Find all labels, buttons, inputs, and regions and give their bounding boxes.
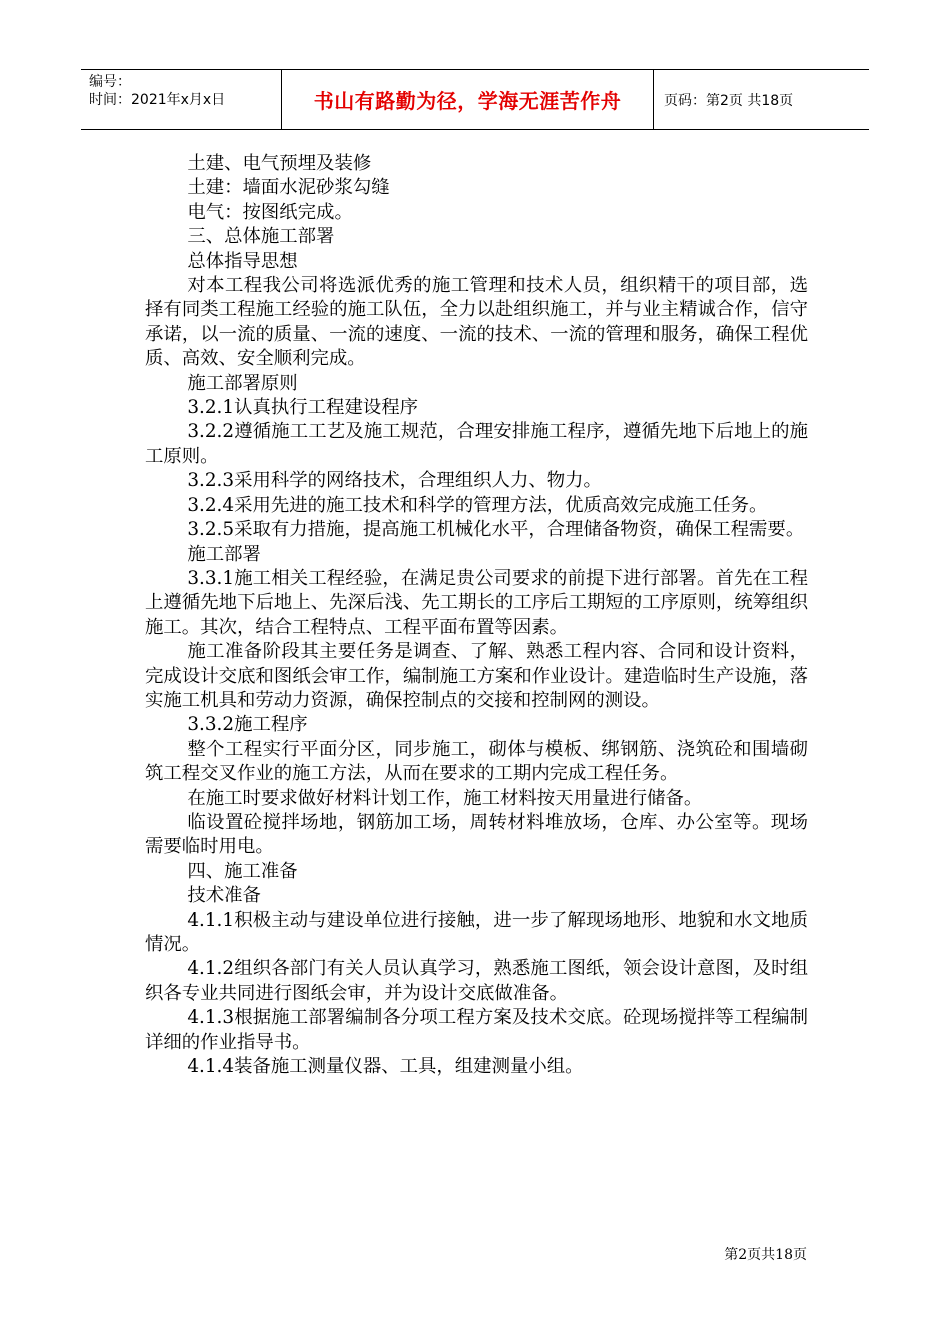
paragraph: 4.1.2组织各部门有关人员认真学习，熟悉施工图纸，领会设计意图，及时组织各专业共同进行图纸会审，并为设计交底做准备。: [145, 958, 808, 1004]
page-footer: [724, 1244, 807, 1264]
paragraph: 3.3.1施工相关工程经验，在满足贵公司要求的前提下进行部署。首先在工程上遵循先地下后地上、先深后浅、先工期长的工序后工期短的工序原则，统筹组织施工。其次，结合工程特点、工程平面布置等因素。: [145, 567, 808, 638]
paragraph: 整个工程实行平面分区，同步施工，砌体与模板、绑钢筋、浇筑砼和围墙砌筑工程交叉作业的施工方法，从而在要求的工期内完成工程任务。: [145, 738, 808, 785]
document-time-label: 时间：2021年x月x日: [89, 92, 226, 108]
paragraph: 土建：墙面水泥砂浆勾缝: [187, 177, 390, 199]
header-motto-cell: [282, 70, 654, 129]
footer-page-number: 第2页共18页: [724, 1247, 807, 1263]
section-heading: 四、施工准备: [187, 860, 298, 882]
paragraph: 3.2.4采用先进的施工技术和科学的管理方法，优质高效完成施工任务。: [187, 494, 768, 516]
paragraph: 施工准备阶段其主要任务是调查、了解、熟悉工程内容、合同和设计资料，完成设计交底和图纸会审工作，编制施工方案和作业设计。建造临时生产设施，落实施工机具和劳动力资源，确保控制点的交接和控制网的测设。: [145, 641, 808, 711]
paragraph: 3.2.1认真执行工程建设程序: [187, 397, 419, 419]
document-body: [145, 152, 808, 1079]
section-heading: 三、总体施工部署: [187, 226, 335, 248]
paragraph: 临设置砼搅拌场地，钢筋加工场，周转材料堆放场，仓库、办公室等。现场需要临时用电。: [145, 811, 808, 858]
document-number-label: 编号：: [89, 74, 131, 90]
paragraph: 3.3.2施工程序: [187, 714, 308, 736]
subsection-heading: 施工部署: [187, 543, 261, 565]
paragraph: 4.1.1积极主动与建设单位进行接触，进一步了解现场地形、地貌和水文地质情况。: [145, 909, 808, 955]
header-page-number: 页码：第2页 共18页: [664, 92, 794, 109]
paragraph: 3.2.3采用科学的网络技术，合理组织人力、物力。: [187, 470, 602, 492]
header-motto: 书山有路勤为径，学海无涯苦作舟: [313, 89, 622, 113]
header-page-cell: [654, 70, 869, 129]
paragraph: 4.1.4装备施工测量仪器、工具，组建测量小组。: [187, 1056, 584, 1078]
paragraph: 电气：按图纸完成。: [187, 201, 353, 223]
subsection-heading: 技术准备: [187, 885, 261, 907]
paragraph: 3.2.2遵循施工工艺及施工规范，合理安排施工程序，遵循先地下后地上的施工原则。: [145, 421, 808, 467]
header-meta: [81, 70, 282, 129]
page-header: [81, 69, 869, 130]
paragraph: 土建、电气预埋及装修: [187, 153, 372, 174]
paragraph: 对本工程我公司将选派优秀的施工管理和技术人员，组织精干的项目部，选择有同类工程施工经验的施工队伍，全力以赴组织施工，并与业主精诚合作，信守承诺，以一流的质量、一流的速度、一流的技术、一流的管理和服务，确保工程优质、高效、安全顺利完成。: [145, 275, 808, 370]
paragraph: 3.2.5采取有力措施，提高施工机械化水平，合理储备物资，确保工程需要。: [187, 519, 805, 541]
paragraph: 在施工时要求做好材料计划工作，施工材料按天用量进行储备。: [187, 787, 703, 809]
subsection-heading: 总体指导思想: [187, 250, 298, 272]
paragraph: 4.1.3根据施工部署编制各分项工程方案及技术交底。砼现场搅拌等工程编制详细的作业指导书。: [145, 1007, 808, 1053]
subsection-heading: 施工部署原则: [187, 372, 298, 394]
